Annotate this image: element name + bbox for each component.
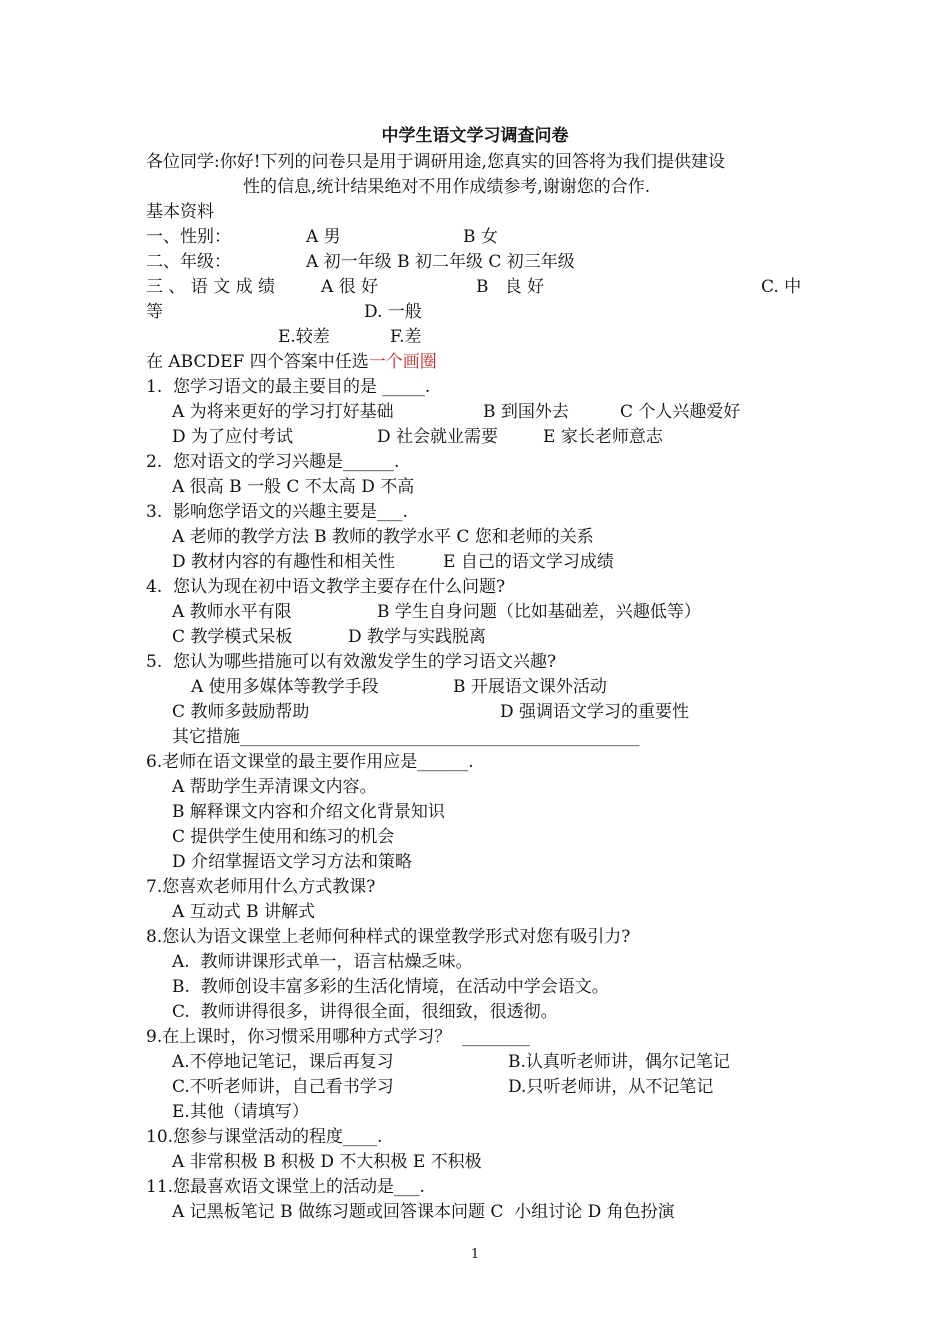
- page-number: 1: [470, 1247, 480, 1262]
- intro-line-2: 性的信息,统计结果绝对不用作成绩参考,谢谢您的合作.: [243, 177, 651, 197]
- q6-option-d: D 介绍掌握语文学习方法和策略: [172, 852, 413, 872]
- q4-option-b: B 学生自身问题（比如基础差，兴趣低等）: [377, 602, 701, 622]
- q1-option-b: B 到国外去: [483, 402, 569, 422]
- score-option-f: F.差: [390, 327, 422, 347]
- grade-label: 二、年级：: [146, 252, 231, 272]
- score-option-d: D. 一般: [364, 302, 422, 322]
- q5-option-b: B 开展语文课外活动: [453, 677, 607, 697]
- question-9: 9.在上课时，你习惯采用哪种方式学习？ ________: [146, 1027, 531, 1047]
- q5-option-d: D 强调语文学习的重要性: [500, 702, 690, 722]
- score-label: 三 、 语 文 成 绩: [146, 277, 276, 297]
- q1-option-a: A 为将来更好的学习打好基础: [172, 402, 394, 422]
- q9-option-a: A.不停地记笔记，课后再复习: [172, 1052, 394, 1072]
- q9-option-c: C.不听老师讲，自己看书学习: [172, 1077, 394, 1097]
- basic-info-heading: 基本资料: [146, 202, 214, 222]
- question-4: 4. 您认为现在初中语文教学主要存在什么问题?: [146, 577, 506, 597]
- q9-option-e: E.其他（请填写）: [172, 1102, 309, 1122]
- q5-other-measures: 其它措施_______________________________________________: [172, 727, 640, 747]
- grade-options: A 初一年级 B 初二年级 C 初三年级: [306, 252, 575, 272]
- q4-option-a: A 教师水平有限: [172, 602, 292, 622]
- question-10: 10.您参与课堂活动的程度____.: [146, 1127, 383, 1147]
- instruction: [146, 350, 437, 374]
- score-option-a: A 很 好: [321, 277, 379, 297]
- gender-option-b: B 女: [463, 227, 498, 247]
- q1-option-d: D 为了应付考试: [172, 427, 294, 447]
- q8-option-c: C. 教师讲得很多，讲得很全面，很细致，很透彻。: [172, 1002, 558, 1022]
- intro-line-1: 各位同学:你好!下列的问卷只是用于调研用途,您真实的回答将为我们提供建设: [146, 152, 725, 172]
- q7-options: A 互动式 B 讲解式: [172, 902, 315, 922]
- q5-option-a: A 使用多媒体等教学手段: [191, 677, 379, 697]
- question-7: 7.您喜欢老师用什么方式教课?: [146, 877, 376, 897]
- question-2: 2. 您对语文的学习兴趣是______.: [146, 452, 400, 472]
- instruction-red-text: 一个画圈: [368, 352, 437, 372]
- q10-options: A 非常积极 B 积极 D 不大积极 E 不积极: [172, 1152, 482, 1172]
- q3-option-d: D 教材内容的有趣性和相关性: [172, 552, 396, 572]
- score-option-c: C. 中: [761, 277, 802, 297]
- score-option-e: E.较差: [278, 327, 330, 347]
- q1-option-e: E 家长老师意志: [543, 427, 663, 447]
- q1-option-d2: D 社会就业需要: [377, 427, 499, 447]
- q9-option-b: B.认真听老师讲，偶尔记笔记: [508, 1052, 730, 1072]
- q8-option-a: A. 教师讲课形式单一，语言枯燥乏味。: [172, 952, 473, 972]
- q5-option-c: C 教师多鼓励帮助: [172, 702, 310, 722]
- q6-option-a: A 帮助学生弄清课文内容。: [172, 777, 377, 797]
- question-8: 8.您认为语文课堂上老师何种样式的课堂教学形式对您有吸引力?: [146, 927, 631, 947]
- gender-option-a: A 男: [306, 227, 341, 247]
- q4-option-d: D 教学与实践脱离: [348, 627, 487, 647]
- q1-option-c: C 个人兴趣爱好: [620, 402, 741, 422]
- score-option-c-cont: 等: [146, 302, 163, 322]
- question-1: 1. 您学习语文的最主要目的是 _____.: [146, 377, 431, 397]
- page-title: 中学生语文学习调查问卷: [381, 126, 569, 146]
- instruction-text: 在 ABCDEF 四个答案中任选: [146, 352, 369, 372]
- question-5: 5. 您认为哪些措施可以有效激发学生的学习语文兴趣?: [146, 652, 557, 672]
- question-11: 11.您最喜欢语文课堂上的活动是___.: [146, 1177, 425, 1197]
- q2-options: A 很高 B 一般 C 不太高 D 不高: [172, 477, 415, 497]
- question-3: 3. 影响您学语文的兴趣主要是___.: [146, 502, 408, 522]
- q9-option-d: D.只听老师讲，从不记笔记: [508, 1077, 714, 1097]
- q3-options-abc: A 老师的教学方法 B 教师的教学水平 C 您和老师的关系: [172, 527, 594, 547]
- score-option-b: B 良 好: [476, 277, 545, 297]
- q11-options: A 记黑板笔记 B 做练习题或回答课本问题 C 小组讨论 D 角色扮演: [172, 1202, 675, 1222]
- q6-option-b: B 解释课文内容和介绍文化背景知识: [172, 802, 445, 822]
- q8-option-b: B. 教师创设丰富多彩的生活化情境，在活动中学会语文。: [172, 977, 609, 997]
- q6-option-c: C 提供学生使用和练习的机会: [172, 827, 395, 847]
- question-6: 6.老师在语文课堂的最主要作用应是______.: [146, 752, 474, 772]
- gender-label: 一、性别：: [146, 227, 231, 247]
- q4-option-c: C 教学模式呆板: [172, 627, 293, 647]
- q3-option-e: E 自己的语文学习成绩: [443, 552, 614, 572]
